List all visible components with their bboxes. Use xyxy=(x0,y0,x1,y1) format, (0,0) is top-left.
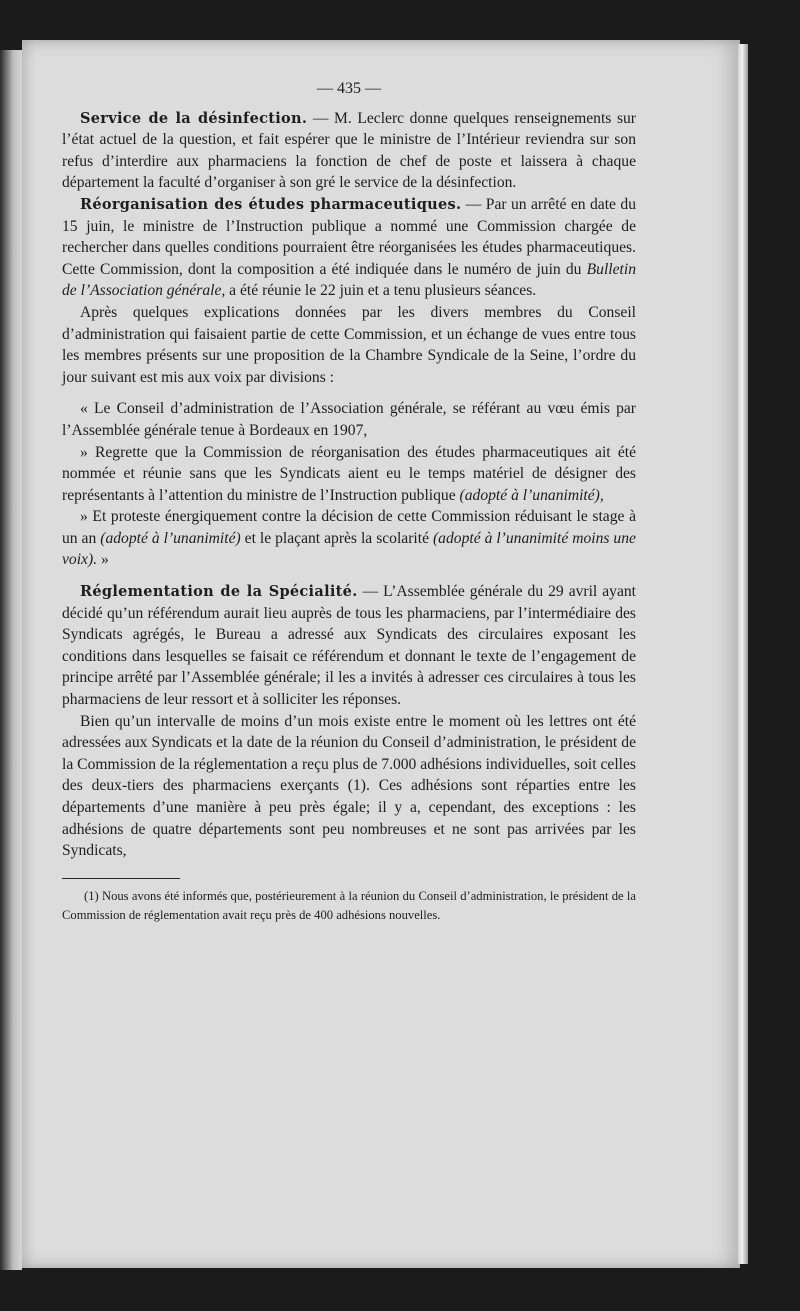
footnote-divider xyxy=(62,878,180,879)
reorganisation-paragraph-2: Après quelques explications données par les divers membres du Conseil d’administration qui faisaient partie de cette Commission, et un échange de vues entre tous les membres présents sur une proposition de la Chambre Syndicale de la Seine, l’ordre du jour suivant est mis aux voix par divisions : xyxy=(62,303,636,386)
reglementation-paragraph-2: Bien qu’un intervalle de moins d’un mois existe entre le moment où les lettres ont été adressées aux Syndicats et la date de la réunion du Conseil d’administration, le président de la Commission de la réglementation a reçu plus de 7.000 adhésions individuelles, soit celles des deux-tiers des pharmaciens exerçants (1). Ces adhésions sont réparties entre les départements d’une manière à peu près égale; il y a, cependant, des exceptions : les adhésions de quatre départements sont peu nombreuses et ne sont pas arrivées par les Syndicats, xyxy=(62,712,636,860)
section-heading-reorganisation: Réorganisation des études pharmaceutiques. xyxy=(80,195,462,213)
section-reorganisation xyxy=(62,194,636,571)
book-spine-left xyxy=(0,50,22,1270)
reorganisation-text-b: a été réunie le 22 juin et a tenu plusieurs séances. xyxy=(229,282,537,300)
reglementation-paragraph-1 xyxy=(62,581,636,711)
bulletin-title: Bulletin de l’Association générale, xyxy=(62,260,637,300)
quote-3-vote-2: (adopté à l’unanimité moins une voix). xyxy=(62,529,636,569)
quote-3-end: » xyxy=(100,551,109,569)
reglementation-text: — L’Assemblée générale du 29 avril ayant décidé qu’un référendum aurait lieu auprès de tous les pharmaciens, par l’intermédiaire des Syndicats agrégés, le Bureau a adressé aux Syndicats des circulaires exposant les conditions dans lesquelles se faisait ce référendum et donnant le texte de l’engagement de principe arrêté par l’Assemblée générale; il les a invités à adresser ces circulaires à tous les pharmaciens de leur ressort et à solliciter les réponses. xyxy=(62,583,637,709)
reorganisation-paragraph-1 xyxy=(62,194,636,302)
quote-2-text: » Regrette que la Commission de réorganisation des études pharmaceutiques ait été nommée et réunie sans que les Syndicats aient eu le temps matériel de désigner des représentants à l’attention du ministre de l’Instruction publique xyxy=(62,443,636,504)
quote-line-2 xyxy=(62,442,636,507)
quote-line-3 xyxy=(62,506,636,571)
ordre-du-jour-quote xyxy=(62,398,636,571)
quote-2-vote: (adopté à l’unanimité), xyxy=(459,486,604,504)
section-desinfection xyxy=(62,108,636,194)
quote-line-1: « Le Conseil d’administration de l’Association générale, se référant au vœu émis par l’Assemblée générale tenue à Bordeaux en 1907, xyxy=(62,400,636,439)
section-text-desinfection: — M. Leclerc donne quelques renseignements sur l’état actuel de la question, et fait espérer que le ministre de l’Intérieur reviendra sur son refus d’interdire aux pharmaciens la fonction de chef de poste et laissera à chaque département la faculté d’organiser à son gré le service de la désinfection. xyxy=(62,109,637,192)
section-reglementation xyxy=(62,581,636,862)
quote-3-mid: et le plaçant après la scolarité xyxy=(244,529,430,547)
page-number: — 435 — xyxy=(317,80,381,97)
page-edge-right xyxy=(738,44,748,1264)
section-heading-desinfection: Service de la désinfection. xyxy=(80,109,308,127)
footnote: (1) Nous avons été informés que, postérieurement à la réunion du Conseil d’administration, le président de la Commission de réglementation avait reçu près de 400 adhésions nouvelles. xyxy=(62,888,636,922)
reorganisation-text-a: — Par un arrêté en date du 15 juin, le ministre de l’Instruction publique a nommé une Commission chargée de rechercher dans quelles conditions pourraient être réorganisées les études pharmaceutiques. Cette Commission, dont la composition a été indiquée dans le numéro de juin du xyxy=(62,195,636,278)
page-content xyxy=(62,78,636,925)
section-heading-reglementation: Réglementation de la Spécialité. xyxy=(80,583,358,601)
quote-3-text: » Et proteste énergiquement contre la décision de cette Commission réduisant le stage à un an xyxy=(62,508,636,547)
quote-3-vote-1: (adopté à l’unanimité) xyxy=(100,529,241,547)
